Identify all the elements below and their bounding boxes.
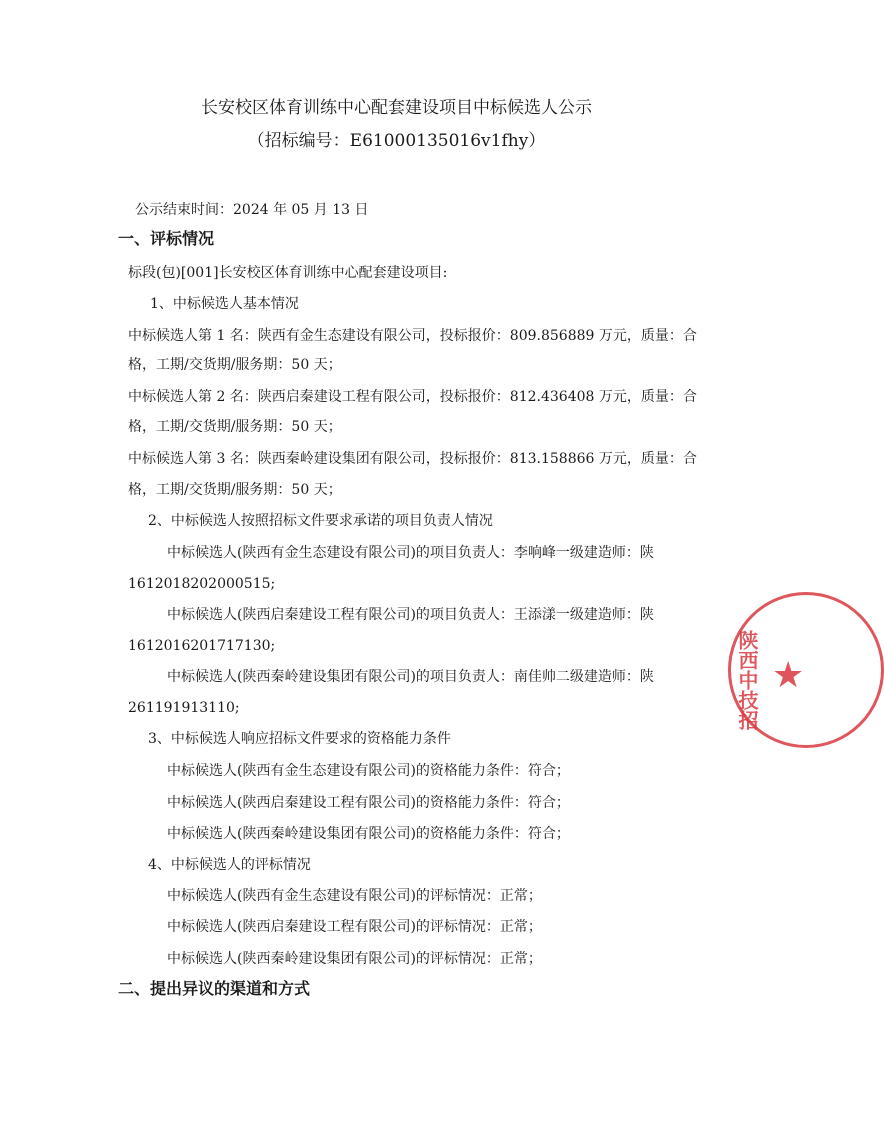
section-heading-objection-channels: 二、提出异议的渠道和方式	[118, 979, 311, 998]
candidate-1-line-2: 格，工期/交货期/服务期：50 天；	[128, 357, 342, 373]
lot-description: 标段(包)[001]长安校区体育训练中心配套建设项目:	[128, 265, 448, 281]
candidate-2-line-1: 中标候选人第 2 名：陕西启秦建设工程有限公司，投标报价：812.436408 万元，质量：合	[128, 389, 697, 405]
manager-3-line-2: 261191913110;	[128, 700, 240, 716]
qualification-2: 中标候选人(陕西启秦建设工程有限公司)的资格能力条件：符合；	[167, 795, 570, 811]
subsection-heading-evaluation-status: 4、中标候选人的评标情况	[148, 857, 311, 873]
manager-2-line-2: 1612016201717130;	[128, 638, 276, 654]
candidate-3-line-1: 中标候选人第 3 名：陕西秦岭建设集团有限公司，投标报价：813.158866 万元，质量：合	[128, 451, 697, 467]
subsection-heading-project-manager: 2、中标候选人按照招标文件要求承诺的项目负责人情况	[148, 513, 493, 529]
qualification-1: 中标候选人(陕西有金生态建设有限公司)的资格能力条件：符合；	[167, 763, 570, 779]
evaluation-status-3: 中标候选人(陕西秦岭建设集团有限公司)的评标情况：正常；	[167, 951, 542, 967]
section-heading-evaluation: 一、评标情况	[118, 229, 215, 248]
manager-2-line-1: 中标候选人(陕西启秦建设工程有限公司)的项目负责人：王添漾一级建造师：陕	[167, 607, 654, 623]
document-title: 长安校区体育训练中心配套建设项目中标候选人公示	[201, 98, 592, 118]
manager-1-line-2: 1612018202000515;	[128, 576, 276, 592]
official-seal-text: 陕西中技招	[735, 630, 759, 730]
manager-1-line-1: 中标候选人(陕西有金生态建设有限公司)的项目负责人：李响峰一级建造师：陕	[167, 545, 654, 561]
evaluation-status-2: 中标候选人(陕西启秦建设工程有限公司)的评标情况：正常；	[167, 919, 542, 935]
candidate-3-line-2: 格，工期/交货期/服务期：50 天；	[128, 482, 342, 498]
candidate-2-line-2: 格，工期/交货期/服务期：50 天；	[128, 419, 342, 435]
subsection-heading-qualification: 3、中标候选人响应招标文件要求的资格能力条件	[148, 731, 451, 747]
evaluation-status-1: 中标候选人(陕西有金生态建设有限公司)的评标情况：正常；	[167, 888, 542, 904]
announcement-end-time: 公示结束时间：2024 年 05 月 13 日	[135, 202, 369, 218]
qualification-3: 中标候选人(陕西秦岭建设集团有限公司)的资格能力条件：符合；	[167, 826, 570, 842]
subsection-heading-basic-info: 1、中标候选人基本情况	[150, 296, 299, 312]
tender-number: （招标编号：E61000135016v1fhy）	[247, 131, 546, 151]
manager-3-line-1: 中标候选人(陕西秦岭建设集团有限公司)的项目负责人：南佳帅二级建造师：陕	[167, 669, 654, 685]
seal-star-icon: ★	[772, 655, 805, 696]
candidate-1-line-1: 中标候选人第 1 名：陕西有金生态建设有限公司，投标报价：809.856889 万元，质量：合	[128, 328, 697, 344]
